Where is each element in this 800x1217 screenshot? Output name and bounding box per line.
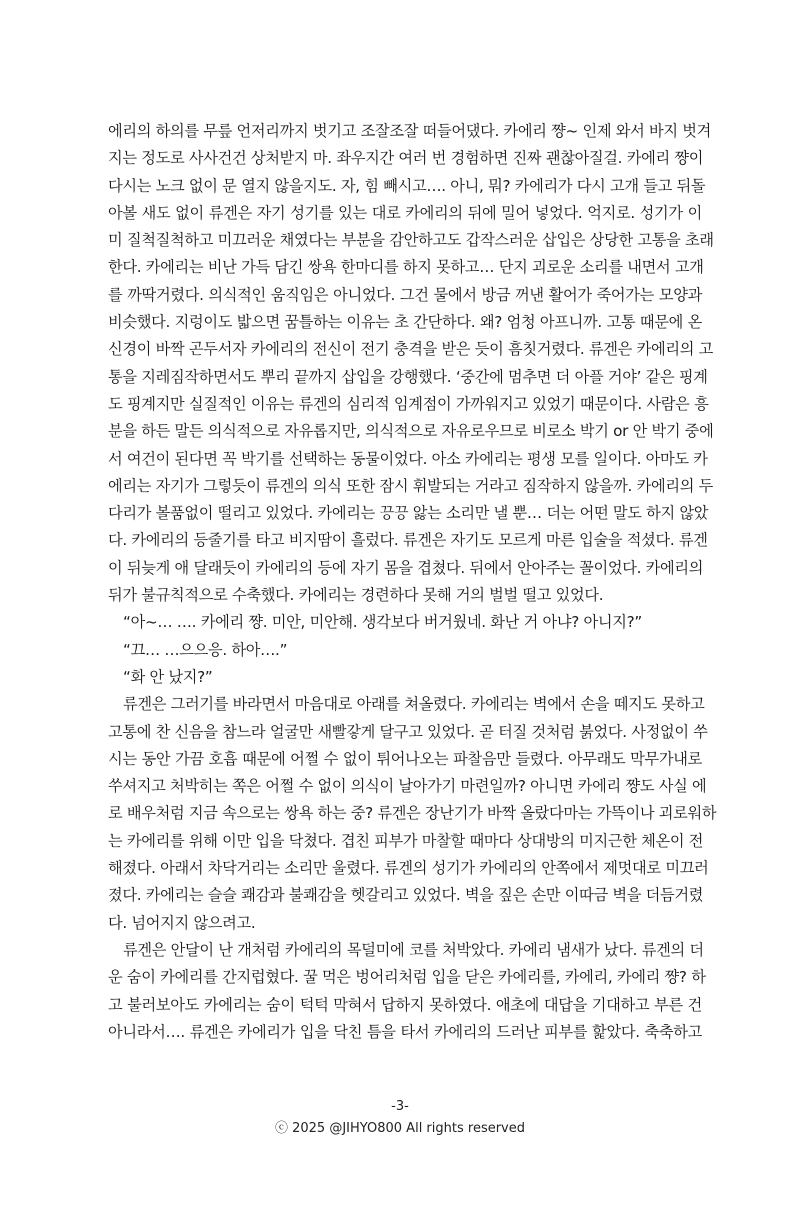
text-line: 도 핑계지만 실질적인 이유는 류겐의 심리적 임계점이 가까워지고 있었기 때문이다. 사람은 흥: [108, 394, 709, 413]
text-line: 로 배우처럼 지금 속으로는 쌍욕 하는 중? 류겐은 장난기가 바짝 올랐다마는 가뜩이나 괴로워하: [108, 804, 717, 823]
text-line: 에리의 하의를 무릎 언저리까지 벗기고 조잘조잘 떠들어댔다. 카에리 쨩~ 인제 와서 바지 벗겨: [108, 122, 712, 140]
text-line: 미 질척질척하고 미끄러운 채였다는 부분을 감안하고도 갑작스러운 삽입은 상당한 고통을 초래: [108, 231, 714, 250]
text-line: 비슷했다. 지렁이도 밟으면 꿈틀하는 이유는 초 간단하다. 왜? 엄청 아프니까. 고통 때문에 온: [108, 313, 702, 332]
text-line: 는 카에리를 위해 이만 입을 닥쳤다. 겹친 피부가 마찰할 때마다 상대방의 미지근한 체온이 전: [108, 831, 704, 850]
text-line: “끄… …으으응. 하아….”: [123, 640, 288, 659]
text-line: 다시는 노크 없이 문 열지 않을지도. 자, 힘 빼시고…. 아니, 뭐? 카에리가 다시 고개 들고 뒤돌: [108, 176, 706, 195]
text-line: 지는 정도로 사사건건 상처받지 마. 좌우지간 여러 번 경험하면 진짜 괜찮아질걸. 카에리 쨩이: [108, 149, 704, 168]
text-line: 아니라서…. 류겐은 카에리가 입을 닥친 틈을 타서 카에리의 드러난 피부를 핥았다. 축축하고: [108, 1022, 702, 1041]
text-line: “아~… …. 카에리 쨩. 미안, 미안해. 생각보다 버거웠네. 화난 거 아냐? 아니지?”: [123, 613, 642, 632]
text-line: 신경이 바짝 곤두서자 카에리의 전신이 전기 충격을 받은 듯이 흠칫거렸다. 류겐은 카에리의 고: [108, 340, 713, 359]
text-line: 통을 지레짐작하면서도 뿌리 끝까지 삽입을 강행했다. ‘중간에 멈추면 더 아플 거야’ 같은 핑계: [108, 367, 708, 386]
text-line: 쑤셔지고 처박히는 쪽은 어쩔 수 없이 의식이 날아가기 마련일까? 아니면 카에리 쨩도 사실 에: [108, 777, 707, 796]
text-line: 아볼 새도 없이 류겐은 자기 성기를 있는 대로 카에리의 뒤에 밀어 넣었다. 억지로. 성기가 이: [108, 203, 702, 222]
text-line: 졌다. 카에리는 슬슬 쾌감과 불쾌감을 헷갈리고 있었다. 벽을 짚은 손만 이따금 벽을 더듬거렸: [108, 886, 704, 905]
copyright-notice: ⓒ 2025 @JIHYO800 All rights reserved: [274, 1121, 525, 1136]
page-footer: [0, 1096, 800, 1140]
text-line: 를 까딱거렸다. 의식적인 움직임은 아니었다. 그건 물에서 방금 꺼낸 활어가 죽어가는 모양과: [108, 285, 702, 304]
text-line: 시는 동안 가끔 호흡 때문에 어쩔 수 없이 튀어나오는 파찰음만 들렸다. 아무래도 막무가내로: [108, 749, 702, 768]
text-line: 운 숨이 카에리를 간지럽혔다. 꿀 먹은 벙어리처럼 입을 닫은 카에리를, 카에리, 카에리 쨩? 하: [108, 968, 706, 987]
text-line: 류겐은 그러기를 바라면서 마음대로 아래를 쳐올렸다. 카에리는 벽에서 손을 떼지도 못하고: [123, 695, 705, 714]
text-line: 고통에 찬 신음을 참느라 얼굴만 새빨갛게 달구고 있었다. 곧 터질 것처럼 붉었다. 사정없이 쑤: [108, 722, 708, 741]
text-line: 한다. 카에리는 비난 가득 담긴 쌍욕 한마디를 하지 못하고… 단지 괴로운 소리를 내면서 고개: [108, 258, 704, 277]
text-line: 에리는 자기가 그렇듯이 류겐의 의식 또한 잠시 휘발되는 거라고 짐작하지 않을까. 카에리의 두: [108, 476, 713, 495]
page-number: -3-: [391, 1099, 409, 1114]
text-line: 류겐은 안달이 난 개처럼 카에리의 목덜미에 코를 처박았다. 카에리 냄새가 났다. 류겐의 더: [123, 940, 704, 959]
text-line: 뒤가 불규칙적으로 수축했다. 카에리는 경련하다 못해 거의 벌벌 떨고 있었다.: [108, 586, 604, 605]
document-body: [108, 118, 717, 1046]
text-line: 다. 카에리의 등줄기를 타고 비지땀이 흘렀다. 류겐은 자기도 모르게 마른 입술을 적셨다. 류겐: [108, 531, 708, 550]
text-line: 이 뒤늦게 애 달래듯이 카에리의 등에 자기 몸을 겹쳤다. 뒤에서 안아주는 꼴이었다. 카에리의: [108, 558, 704, 577]
text-line: 다. 넘어지지 않으려고.: [108, 913, 256, 932]
text-line: 분을 하든 말든 의식적으로 자유롭지만, 의식적으로 자유로우므로 비로소 박기 or 안 박기 중에: [108, 422, 714, 441]
text-line: 해졌다. 아래서 차닥거리는 소리만 울렸다. 류겐의 성기가 카에리의 안쪽에서 제멋대로 미끄러: [108, 859, 709, 878]
text-line: 서 여건이 된다면 꼭 박기를 선택하는 동물이었다. 아소 카에리는 평생 모를 일이다. 아마도 카: [108, 449, 708, 468]
text-line: 다리가 볼품없이 떨리고 있었다. 카에리는 끙끙 앓는 소리만 낼 뿐… 더는 어떤 말도 하지 않았: [108, 504, 709, 523]
text-line: “화 안 났지?”: [123, 667, 213, 686]
text-line: 고 불러보아도 카에리는 숨이 턱턱 막혀서 답하지 못하였다. 애초에 대답을 기대하고 부른 건: [108, 995, 702, 1014]
